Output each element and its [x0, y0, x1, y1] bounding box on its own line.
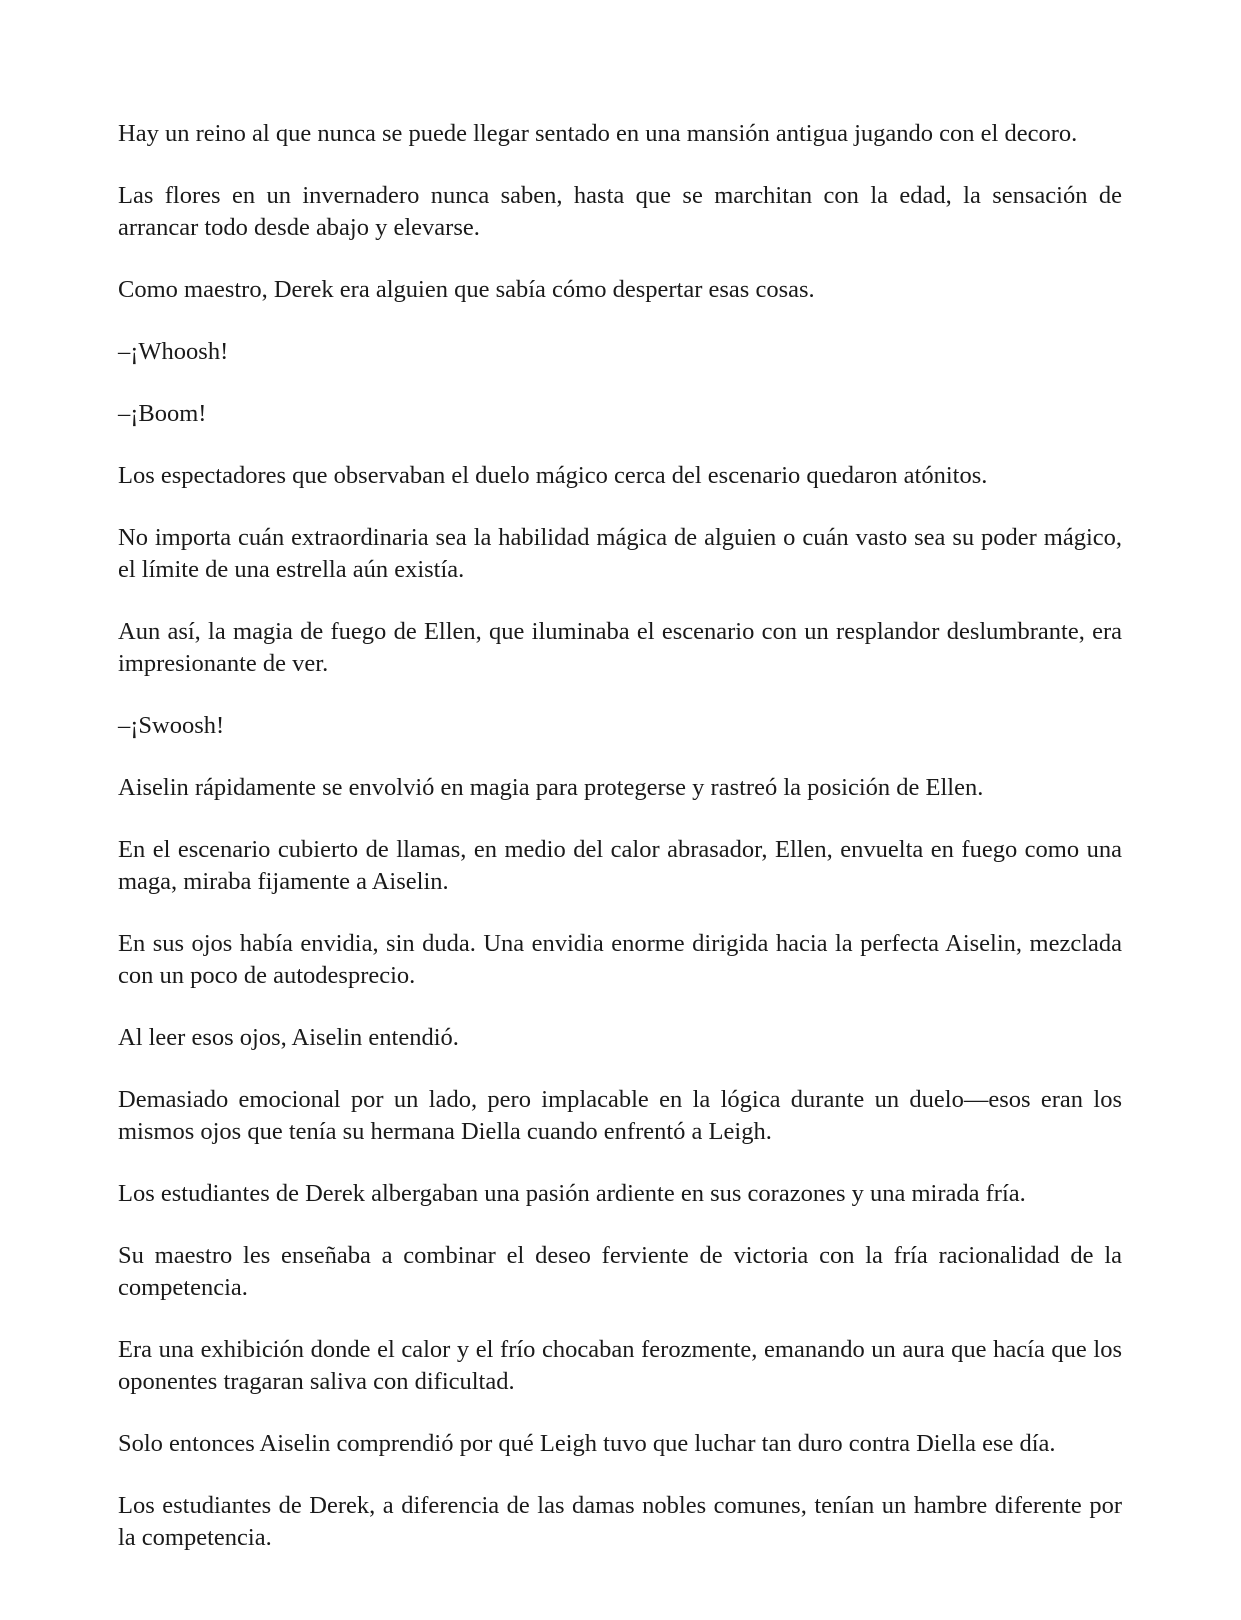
paragraph: Los estudiantes de Derek albergaban una pasión ardiente en sus corazones y una mirada fría.	[118, 1180, 1026, 1207]
paragraph: Los estudiantes de Derek, a diferencia de las damas nobles comunes, tenían un hambre diferente por la competencia.	[118, 1492, 1122, 1551]
paragraph: No importa cuán extraordinaria sea la habilidad mágica de alguien o cuán vasto sea su poder mágico, el límite de una estrella aún existía.	[118, 524, 1122, 583]
paragraph: Solo entonces Aiselin comprendió por qué Leigh tuvo que luchar tan duro contra Diella ese día.	[118, 1430, 1056, 1457]
paragraph: En el escenario cubierto de llamas, en medio del calor abrasador, Ellen, envuelta en fuego como una maga, miraba fijamente a Aiselin.	[118, 836, 1122, 895]
paragraph: Demasiado emocional por un lado, pero implacable en la lógica durante un duelo—esos eran los mismos ojos que tenía su hermana Diella cuando enfrentó a Leigh.	[118, 1086, 1122, 1145]
paragraph: Como maestro, Derek era alguien que sabía cómo despertar esas cosas.	[118, 276, 815, 303]
document-page	[118, 118, 1122, 1584]
paragraph: Aun así, la magia de fuego de Ellen, que iluminaba el escenario con un resplandor deslumbrante, era impresionante de ver.	[118, 618, 1122, 677]
paragraph: –¡Boom!	[118, 400, 207, 427]
paragraph: Aiselin rápidamente se envolvió en magia para protegerse y rastreó la posición de Ellen.	[118, 774, 984, 801]
paragraph: Al leer esos ojos, Aiselin entendió.	[118, 1024, 459, 1051]
paragraph: –¡Swoosh!	[118, 712, 225, 739]
paragraph: Las flores en un invernadero nunca saben, hasta que se marchitan con la edad, la sensación de arrancar todo desde abajo y elevarse.	[118, 182, 1122, 241]
paragraph: Era una exhibición donde el calor y el frío chocaban ferozmente, emanando un aura que hacía que los oponentes tragaran saliva con dificultad.	[118, 1336, 1122, 1395]
paragraph: En sus ojos había envidia, sin duda. Una envidia enorme dirigida hacia la perfecta Aiselin, mezclada con un poco de autodesprecio.	[118, 930, 1122, 989]
paragraph: Hay un reino al que nunca se puede llegar sentado en una mansión antigua jugando con el decoro.	[118, 120, 1078, 147]
paragraph: Los espectadores que observaban el duelo mágico cerca del escenario quedaron atónitos.	[118, 462, 988, 489]
paragraph: Su maestro les enseñaba a combinar el deseo ferviente de victoria con la fría racionalidad de la competencia.	[118, 1242, 1122, 1301]
paragraph: –¡Whoosh!	[118, 338, 229, 365]
